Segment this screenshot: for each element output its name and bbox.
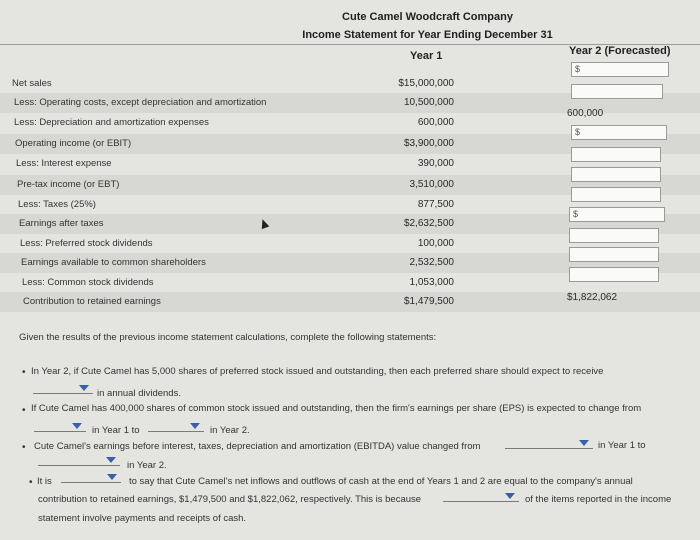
company-name: Cute Camel Woodcraft Company <box>342 11 513 23</box>
statement2-dropdown-year2[interactable] <box>148 423 204 432</box>
chevron-down-icon <box>107 474 117 480</box>
row-label: Less: Operating costs, except depreciation and amortization <box>14 97 267 108</box>
statement4-prefix: It is <box>37 476 52 487</box>
common-dividends-y2-input[interactable] <box>569 267 659 282</box>
statement4-line3: statement involve payments and receipts of cash. <box>38 513 247 524</box>
statement4-line2: contribution to retained earnings, $1,479,500 and $1,822,062, respectively. This is because <box>38 494 422 505</box>
row-label: Less: Interest expense <box>16 158 112 169</box>
year1-value: $3,900,000 <box>403 138 454 149</box>
bullet-icon: • <box>22 367 26 378</box>
year1-value: 2,532,500 <box>409 257 454 268</box>
chevron-down-icon <box>79 385 89 391</box>
net-sales-y2-input[interactable]: $ <box>571 62 669 77</box>
year1-value: $1,479,500 <box>403 296 454 307</box>
row-label: Net sales <box>12 78 52 89</box>
statement2-text: If Cute Camel has 400,000 shares of common stock issued and outstanding, then the firm's earnings per share (EPS) is expected to change from <box>31 403 642 414</box>
statement4-line2-end: of the items reported in the income <box>525 494 672 505</box>
bullet-icon: • <box>22 405 26 416</box>
year1-value: 1,053,000 <box>409 277 454 288</box>
chevron-down-icon <box>106 457 116 463</box>
statement3-text: Cute Camel's earnings before interest, taxes, depreciation and amortization (EBITDA) value changed from <box>34 441 481 452</box>
bullet-icon: • <box>22 442 26 453</box>
statement4-dropdown-proper[interactable] <box>61 474 121 483</box>
year1-value: $2,632,500 <box>403 218 454 229</box>
depreciation-y2-value: 600,000 <box>567 108 604 119</box>
chevron-down-icon <box>72 423 82 429</box>
year1-value: 390,000 <box>417 158 454 169</box>
statement3-dropdown-year1[interactable] <box>505 440 593 449</box>
statement4-text: to say that Cute Camel's net inflows and outflows of cash at the end of Years 1 and 2 are equal to the company's annual <box>129 476 633 487</box>
row-label: Operating income (or EBIT) <box>15 138 132 149</box>
year1-value: 877,500 <box>417 199 454 210</box>
statement4-dropdown-items[interactable] <box>443 493 519 502</box>
statement1-text: In Year 2, if Cute Camel has 5,000 shares of preferred stock issued and outstanding, then each preferred share should expect to receive <box>31 366 604 377</box>
statement2-suffix: in Year 2. <box>210 425 250 436</box>
statement3-suffix: in Year 2. <box>127 460 167 471</box>
chevron-down-icon <box>505 493 515 499</box>
ebit-y2-input[interactable]: $ <box>571 125 667 140</box>
year2-value: $1,822,062 <box>567 292 618 303</box>
year1-value: 600,000 <box>417 117 454 128</box>
statement2-mid: in Year 1 to <box>92 425 140 436</box>
statement1-suffix: in annual dividends. <box>97 388 181 399</box>
year1-value: 100,000 <box>417 238 454 249</box>
operating-costs-y2-input[interactable] <box>571 84 663 99</box>
row-label: Earnings after taxes <box>19 218 104 229</box>
taxes-y2-input[interactable] <box>571 187 661 202</box>
preferred-dividends-y2-input[interactable] <box>569 228 659 243</box>
year2-header: Year 2 (Forecasted) <box>569 45 671 57</box>
eat-y2-input[interactable]: $ <box>569 207 665 222</box>
year1-value: 3,510,000 <box>409 179 454 190</box>
bullet-icon: • <box>29 477 33 488</box>
statement2-dropdown-year1[interactable] <box>34 423 86 432</box>
row-label: Less: Depreciation and amortization expenses <box>14 117 209 128</box>
row-label: Earnings available to common shareholders <box>21 257 206 268</box>
statement1-dropdown[interactable] <box>33 385 93 394</box>
statement3-dropdown-year2[interactable] <box>38 457 120 466</box>
statement-title: Income Statement for Year Ending December 31 <box>302 29 553 41</box>
row-label: Contribution to retained earnings <box>23 296 161 307</box>
statement3-mid: in Year 1 to <box>598 440 646 451</box>
chevron-down-icon <box>579 440 589 446</box>
row-label: Pre-tax income (or EBT) <box>17 179 120 190</box>
year1-value: 10,500,000 <box>403 97 454 108</box>
year1-header: Year 1 <box>410 50 443 62</box>
row-label: Less: Taxes (25%) <box>18 199 96 210</box>
chevron-down-icon <box>190 423 200 429</box>
row-label: Less: Common stock dividends <box>22 277 154 288</box>
row-label: Less: Preferred stock dividends <box>20 238 153 249</box>
instructions-text: Given the results of the previous income statement calculations, complete the following statements: <box>19 332 437 343</box>
earnings-common-y2-input[interactable] <box>569 247 659 262</box>
year1-value: $15,000,000 <box>398 78 454 89</box>
ebt-y2-input[interactable] <box>571 167 661 182</box>
row-retained-earnings <box>0 292 700 312</box>
interest-y2-input[interactable] <box>571 147 661 162</box>
